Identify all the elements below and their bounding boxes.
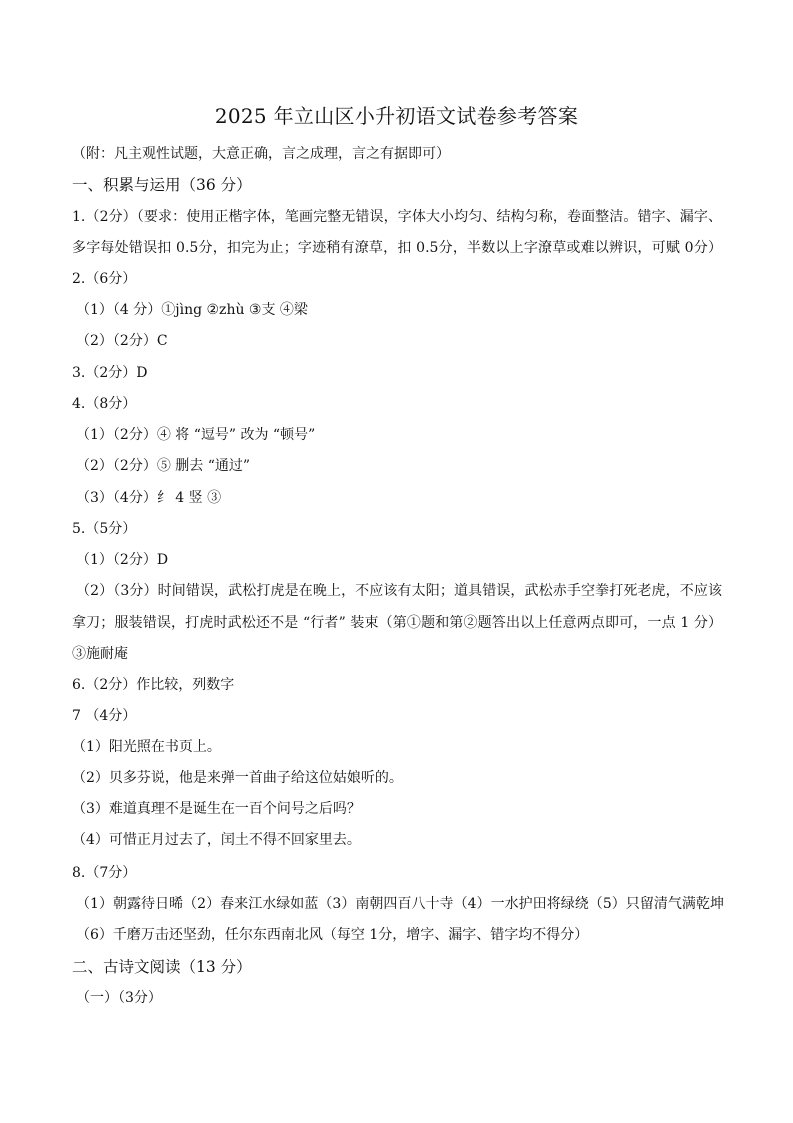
q8-answer-line-2: （6）千磨万击还坚劲，任尔东西南北风（每空 1分，增字、漏字、错字均不得分） <box>76 927 589 943</box>
section-heading-1: 一、积累与运用（36 分） <box>72 176 252 194</box>
q4-part-2: （2）（2分）⑤ 删去 “通过” <box>76 458 251 474</box>
q2-heading: 2.（6分） <box>72 271 137 287</box>
q3-answer: 3.（2分）D <box>72 365 148 381</box>
q7-part-4: （4）可惜正月过去了，闰土不得不回家里去。 <box>72 832 361 848</box>
q4-part-3: （3）（4分）纟 4 竖 ③ <box>76 490 222 506</box>
q6-answer: 6.（2分）作比较，列数字 <box>72 677 235 693</box>
q2-part-1: （1）（4 分）①jìng ②zhù ③支 ④梁 <box>76 302 308 318</box>
q7-part-1: （1）阳光照在书页上。 <box>72 739 221 755</box>
q2-part-2: （2）（2分）C <box>76 333 168 349</box>
q7-heading: 7 （4分） <box>72 708 137 724</box>
q5-heading: 5.（5分） <box>72 521 137 537</box>
section-2-part-1-heading: （一）（3分） <box>76 990 162 1006</box>
q1-answer-line-1: 1.（2分）（要求：使用正楷字体，笔画完整无错误，字体大小均匀、结构匀称，卷面整洁。错字、漏字、 <box>72 209 722 225</box>
scoring-note: （附：凡主观性试题，大意正确，言之成理，言之有据即可） <box>72 146 450 162</box>
q8-heading: 8.（7分） <box>72 865 137 881</box>
q5-part-2-line-3: ③施耐庵 <box>72 646 128 662</box>
q4-heading: 4.（8分） <box>72 396 137 412</box>
q5-part-2-line-2: 拿刀；服装错误，打虎时武松还不是 “行者” 装束（第①题和第②题答出以上任意两点即可，一点 1 分） <box>72 615 722 631</box>
q8-answer-line-1: （1）朝露待日晞（2）春来江水绿如蓝（3）南朝四百八十寺（4）一水护田将绿绕（5）只留清气满乾坤 <box>76 896 724 912</box>
q7-part-2: （2）贝多芬说，他是来弹一首曲子给这位姑娘听的。 <box>72 770 403 786</box>
q5-part-2-line-1: （2）（3分）时间错误，武松打虎是在晚上，不应该有太阳；道具错误，武松赤手空拳打死老虎，不应该 <box>76 583 722 599</box>
q4-part-1: （1）（2分）④ 将 “逗号” 改为 “顿号” <box>76 427 316 443</box>
q1-answer-line-2: 多字每处错误扣 0.5分，扣完为止；字迹稍有潦草，扣 0.5分，半数以上字潦草或难以辨识，可赋 0分） <box>72 240 722 256</box>
q7-part-3: （3）难道真理不是诞生在一百个问号之后吗？ <box>72 801 361 817</box>
q5-part-1: （1）（2分）D <box>76 552 169 568</box>
page-title: 2025 年立山区小升初语文试卷参考答案 <box>214 104 579 128</box>
section-heading-2: 二、古诗文阅读（13 分） <box>72 958 252 976</box>
